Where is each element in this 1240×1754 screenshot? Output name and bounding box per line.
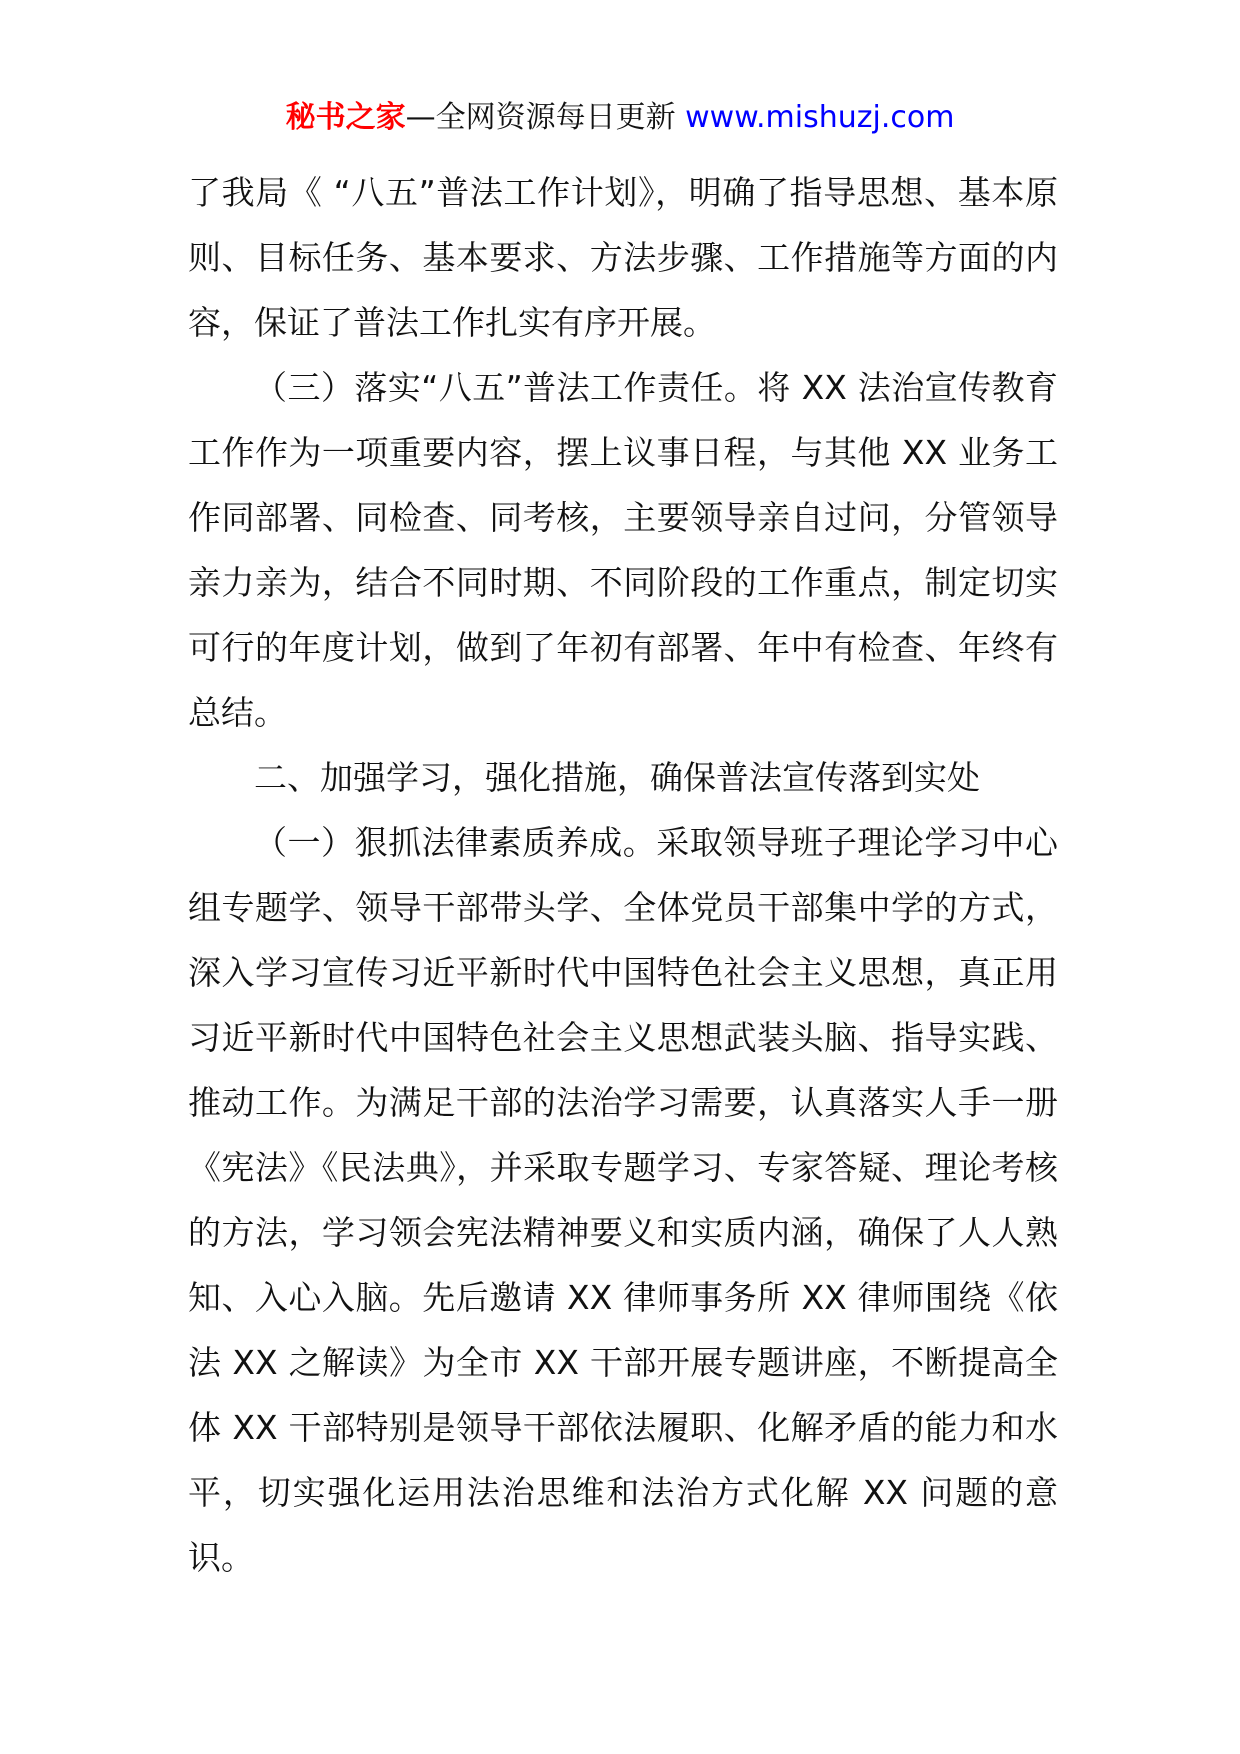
document-body [188, 160, 1058, 1590]
paragraph-subsection-1: （一）狠抓法律素质养成。采取领导班子理论学习中心组专题学、领导干部带头学、全体党员干部集中学的方式，深入学习宣传习近平新时代中国特色社会主义思想，真正用习近平新时代中国特色社会主义思想武装头脑、指导实践、推动工作。为满足干部的法治学习需要，认真落实人手一册《宪法》《民法典》，并采取专题学习、专家答疑、理论考核的方法，学习领会宪法精神要义和实质内涵，确保了人人熟知、入心入脑。先后邀请 XX 律师事务所 XX 律师围绕《依法 XX 之解读》为全市 XX 干部开展专题讲座，不断提高全体 XX 干部特别是领导干部依法履职、化解矛盾的能力和水平，切实强化运用法治思维和法治方式化解 XX 问题的意识。 [188, 823, 1058, 1577]
brand-name: 秘书之家 [285, 100, 406, 135]
brand-slogan: —全网资源每日更新 [405, 100, 676, 135]
paragraph-continued: 了我局《 “八五”普法工作计划》，明确了指导思想、基本原则、目标任务、基本要求、方法步骤、工作措施等方面的内容，保证了普法工作扎实有序开展。 [188, 173, 1058, 342]
section-heading-2: 二、加强学习，强化措施，确保普法宣传落到实处 [254, 758, 980, 797]
site-url-link[interactable]: www.mishuzj.com [685, 100, 955, 135]
paragraph-section-3: （三）落实“八五”普法工作责任。将 XX 法治宣传教育工作作为一项重要内容，摆上议事日程，与其他 XX 业务工作同部署、同检查、同考核，主要领导亲自过问，分管领导亲力亲为，结合不同时期、不同阶段的工作重点，制定切实可行的年度计划，做到了年初有部署、年中有检查、年终有总结。 [188, 368, 1058, 732]
site-header [0, 98, 1240, 138]
